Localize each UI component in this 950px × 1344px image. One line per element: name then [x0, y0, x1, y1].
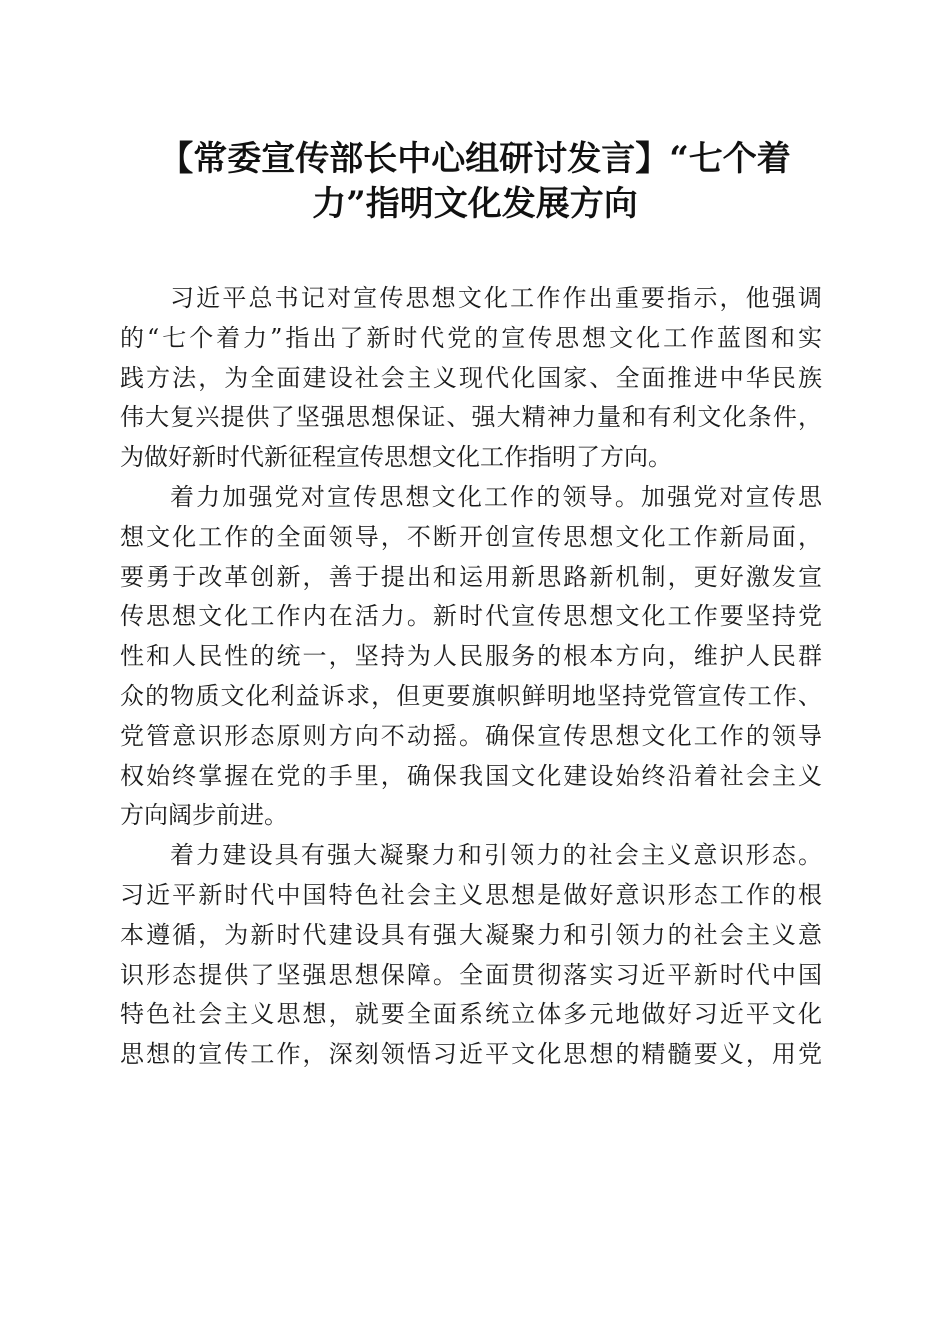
text-line: 本遵循，为新时代建设具有强大凝聚力和引领力的社会主义意	[120, 920, 822, 949]
text-line: 伟大复兴提供了坚强思想保证、强大精神力量和有利文化条件，	[120, 403, 822, 432]
text-line: 要勇于改革创新，善于提出和运用新思路新机制，更好激发宣	[120, 562, 822, 591]
title-line: 力”指明文化发展方向	[312, 184, 638, 224]
text-line: 党管意识形态原则方向不动摇。确保宣传思想文化工作的领导	[120, 721, 822, 750]
document-body	[120, 279, 822, 1075]
text-line: 权始终掌握在党的手里，确保我国文化建设始终沿着社会主义	[120, 761, 822, 790]
text-line: 传思想文化工作内在活力。新时代宣传思想文化工作要坚持党	[120, 602, 822, 631]
text-line: 的“七个着力”指出了新时代党的宣传思想文化工作蓝图和实	[120, 323, 822, 352]
text-line: 习近平新时代中国特色社会主义思想是做好意识形态工作的根	[120, 880, 822, 909]
document-title	[120, 137, 830, 227]
text-line: 众的物质文化利益诉求，但更要旗帜鲜明地坚持党管宣传工作、	[120, 681, 822, 710]
text-line: 着力加强党对宣传思想文化工作的领导。加强党对宣传思	[170, 482, 822, 511]
text-line: 想文化工作的全面领导，不断开创宣传思想文化工作新局面，	[120, 522, 822, 551]
text-line: 特色社会主义思想，就要全面系统立体多元地做好习近平文化	[120, 1000, 822, 1029]
text-line: 为做好新时代新征程宣传思想文化工作指明了方向。	[120, 443, 672, 472]
text-line: 践方法，为全面建设社会主义现代化国家、全面推进中华民族	[120, 363, 822, 392]
title-line: 【常委宣传部长中心组研讨发言】“七个着	[159, 139, 791, 179]
paragraph-3	[120, 836, 822, 1075]
text-line: 习近平总书记对宣传思想文化工作作出重要指示，他强调	[170, 284, 822, 312]
text-line: 方向阔步前进。	[120, 801, 288, 830]
paragraph-2	[120, 478, 822, 836]
text-line: 思想的宣传工作，深刻领悟习近平文化思想的精髓要义，用党	[120, 1040, 822, 1069]
text-line: 识形态提供了坚强思想保障。全面贯彻落实习近平新时代中国	[120, 960, 822, 989]
text-line: 着力建设具有强大凝聚力和引领力的社会主义意识形态。	[170, 841, 822, 870]
text-line: 性和人民性的统一，坚持为人民服务的根本方向，维护人民群	[120, 642, 822, 671]
paragraph-1	[120, 279, 822, 478]
